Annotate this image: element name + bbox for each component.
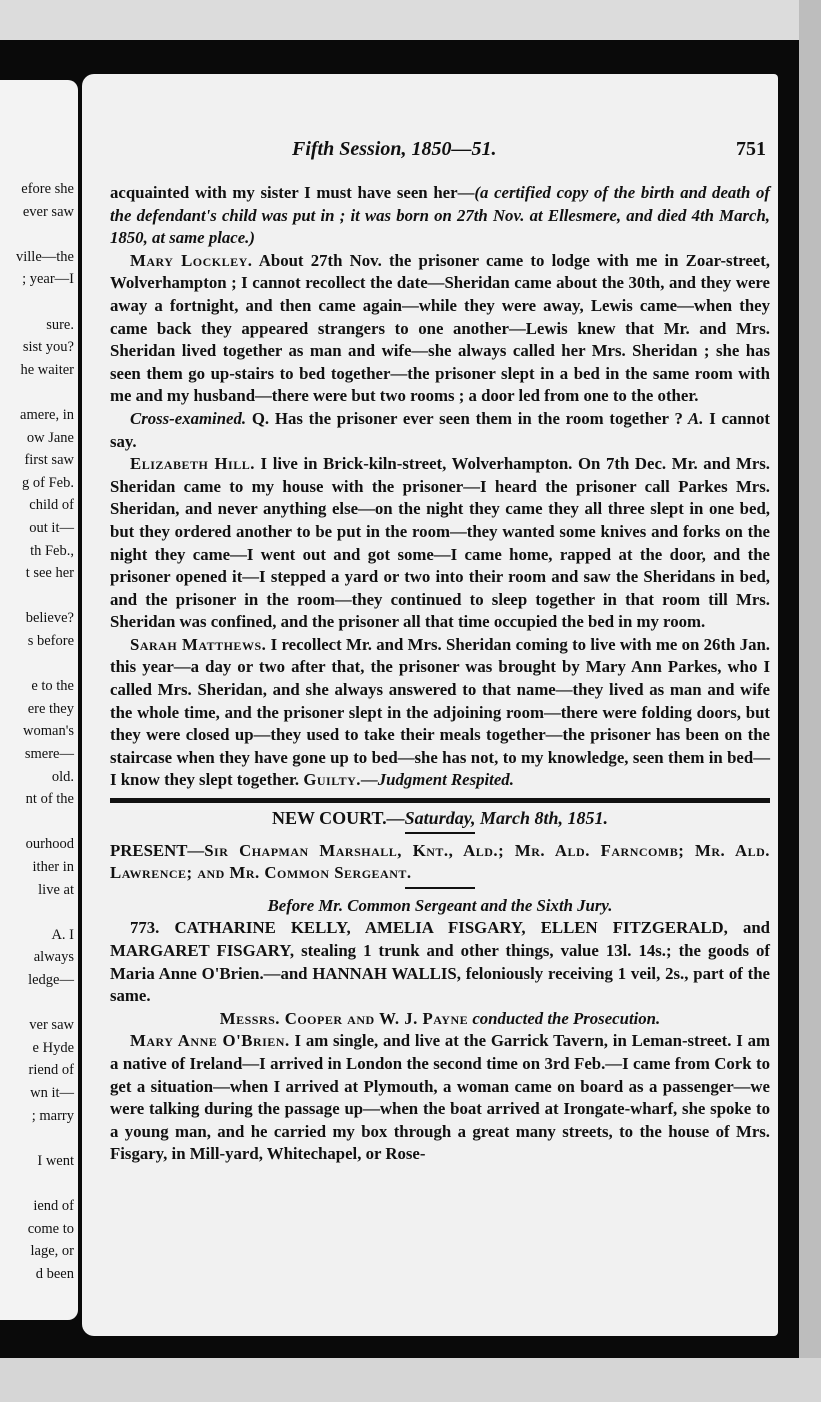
answer-text: I cannot say. bbox=[110, 408, 770, 451]
court-title: NEW COURT. bbox=[271, 808, 387, 829]
left-page-line: first saw bbox=[24, 452, 74, 469]
verdict-text: —Judgment Respited. bbox=[360, 770, 514, 790]
page-header bbox=[82, 138, 778, 168]
scan-top-margin bbox=[0, 0, 821, 42]
testimony-text: I live in Brick-kiln-street, Wolverhampton. On 7th Dec. Mr. and Mrs. Sheridan came to my house with the prisoner—I heard the prisoner call Parkes Mrs. Sheridan, and never anything else—on the night they came they all three slept in one bed, but they ordered another to be put in the room—they wanted some knives and forks on the night they came—I went out and got some—I came home, rapped at the door, and the prisoner opened it—I stepped a yard or two into their room and saw the Sheridans in bed, and the prisoner in the room—they continued to sleep together in that room till Mrs. Sheridan was confined, and the prisoner all that time occupied the bed in my room. bbox=[110, 454, 770, 632]
present-label: PRESENT— bbox=[110, 840, 205, 860]
left-page-line: efore she bbox=[21, 181, 74, 197]
counsel-names: Messrs. Cooper and W. J. Payne bbox=[219, 1008, 469, 1028]
left-page-line: d been bbox=[35, 1265, 74, 1282]
paragraph-text: acquainted with my sister I must have seen her— bbox=[110, 183, 475, 202]
left-page-edge bbox=[0, 80, 78, 1320]
witness-name: Mary Lockley. bbox=[130, 250, 253, 270]
page-number: 751 bbox=[736, 138, 766, 160]
testimony-mary-anne-obrien bbox=[110, 1030, 770, 1166]
testimony-text: About 27th Nov. the prisoner came to lodge with me in Zoar-street, Wolverhampton ; I cannot recollect the date—Sheridan came about the 30th, and they were away a fortnight, and then came again—while they were away, Lewis came—when they came back they appeared strangers to one another—Lewis knew that Mr. and Mrs. Sheridan lived together as man and wife—she always called her Mrs. Sheridan ; she has seen them go up-stairs to bed together—the prisoner slept in a bed in the same room with me and my husband—there were but two rooms ; a door led from one to the other. bbox=[110, 250, 770, 406]
left-page-line: ever saw bbox=[22, 203, 74, 220]
witness-name: Mary Anne O'Brien. bbox=[130, 1031, 290, 1051]
left-page-line: ledge— bbox=[28, 972, 74, 988]
left-page-line: riend of bbox=[28, 1062, 74, 1079]
left-page-line: iend of bbox=[33, 1198, 74, 1214]
left-page-line: ; marry bbox=[31, 1107, 74, 1124]
left-page-line: always bbox=[33, 949, 74, 966]
cross-examined-label: Cross-examined. bbox=[130, 408, 247, 428]
counsel-text: conducted the Prosecution. bbox=[468, 1008, 661, 1028]
paragraph-continuation bbox=[110, 182, 770, 250]
left-page-line: e to the bbox=[31, 678, 74, 695]
court-heading bbox=[110, 807, 770, 830]
present-names: Sir Chapman Marshall, Knt., Ald.; Mr. Ald. Farncomb; Mr. Ald. Lawrence; and Mr. Common Sergeant. bbox=[110, 840, 770, 883]
left-page-line: ver saw bbox=[29, 1017, 74, 1034]
certified-copy-note: (a certified copy of the birth and death of the defendant's child was put in ; it was born on 27th Nov. at Ellesmere, and died 4th March, 1850, at same place.) bbox=[110, 183, 770, 248]
left-page-line: ; year—I bbox=[22, 271, 74, 288]
testimony-text: I recollect Mr. and Mrs. Sheridan coming to live with me on 26th Jan. this year—a day or two after that, the prisoner was brought by Mary Ann Parkes, who I called Mrs. Sheridan, and she always answered to that name—they lived as man and wife the whole time, and the prisoner slept in the adjoining room—there were folding doors, but they were closed up—they used to take their meals together—the prisoner has been on the staircase when they have gone up to bed—she has not, to my knowledge, seen them in bed—I know they slept together. bbox=[110, 634, 770, 790]
left-page-line: ourhood bbox=[25, 836, 74, 853]
case-773: 773. CATHARINE KELLY, AMELIA FISGARY, ELLEN FITZGERALD, and MARGARET FISGARY, stealing 1 trunk and other things, value 13l. 14s.; the goods of Maria Anne O'Brien.—and HANNAH WALLIS, feloniously receiving 1 veil, 2s., part of the same. bbox=[110, 918, 770, 1006]
left-page-line: live at bbox=[38, 881, 74, 898]
left-page-line: out it— bbox=[29, 520, 74, 536]
left-page-line: sist you? bbox=[22, 339, 74, 356]
left-page-line: woman's bbox=[23, 723, 74, 740]
testimony-sarah-matthews bbox=[110, 634, 770, 792]
left-page-line: amere, in bbox=[20, 407, 74, 423]
left-page-line: I went bbox=[37, 1152, 74, 1169]
left-page-line: ville—the bbox=[16, 248, 74, 265]
scan-bottom-margin bbox=[0, 1358, 821, 1402]
testimony-text: I am single, and live at the Garrick Tavern, in Leman-street. I am a native of Ireland—I arrived in London the second time on 3rd Feb.—I came from Cork to get a situation—when I arrived at Plymouth, a woman came on board as a passenger—we were talking during the passage up—when the boat arrived at Irongate-wharf, she spoke to a young man, and he carried my box through a great many streets, to the house of Mrs. Fisgary, in Mill-yard, Whitechapel, or Rose- bbox=[110, 1031, 770, 1164]
left-page-line: wn it— bbox=[30, 1085, 74, 1101]
left-page-line: s before bbox=[27, 633, 74, 649]
section-divider bbox=[110, 798, 770, 803]
left-page-line: ither in bbox=[32, 859, 74, 875]
verdict-label: Guilty. bbox=[303, 770, 361, 790]
court-date: —Saturday, March 8th, 1851. bbox=[386, 808, 609, 829]
left-page-line: come to bbox=[27, 1220, 74, 1237]
short-divider bbox=[405, 887, 475, 889]
page-content bbox=[110, 182, 770, 1166]
left-page-line: he waiter bbox=[20, 361, 74, 378]
left-page-line: e Hyde bbox=[32, 1039, 74, 1056]
witness-name: Elizabeth Hill. bbox=[130, 454, 255, 474]
present-list bbox=[110, 840, 770, 885]
session-title: Fifth Session, 1850—51. bbox=[292, 138, 497, 160]
left-page-line: child of bbox=[29, 497, 74, 514]
left-page-line: A. I bbox=[51, 926, 74, 943]
left-page-line: t see her bbox=[25, 565, 74, 582]
book-page bbox=[82, 74, 778, 1336]
answer-label: A. bbox=[682, 408, 704, 428]
left-page-line: ow Jane bbox=[26, 429, 74, 446]
short-divider bbox=[405, 832, 475, 834]
testimony-mary-lockley bbox=[110, 250, 770, 408]
testimony-elizabeth-hill bbox=[110, 453, 770, 634]
left-page-line: th Feb., bbox=[30, 542, 74, 559]
before-line: Before Mr. Common Sergeant and the Sixth Jury. bbox=[267, 895, 613, 915]
left-page-line: nt of the bbox=[25, 791, 74, 808]
cross-examination bbox=[110, 408, 770, 453]
left-page-line: smere— bbox=[24, 746, 74, 762]
left-page-line: believe? bbox=[25, 610, 74, 627]
witness-name: Sarah Matthews. bbox=[130, 634, 267, 654]
left-page-line: lage, or bbox=[30, 1243, 74, 1260]
left-page-line: ere they bbox=[27, 700, 74, 717]
question-text: Q. Has the prisoner ever seen them in the room together ? bbox=[246, 408, 683, 428]
left-page-line: old. bbox=[51, 768, 74, 785]
left-page-line: g of Feb. bbox=[22, 474, 74, 491]
left-page-line: sure. bbox=[46, 316, 74, 333]
counsel-line bbox=[110, 1008, 770, 1031]
scan-right-margin bbox=[799, 0, 821, 1402]
